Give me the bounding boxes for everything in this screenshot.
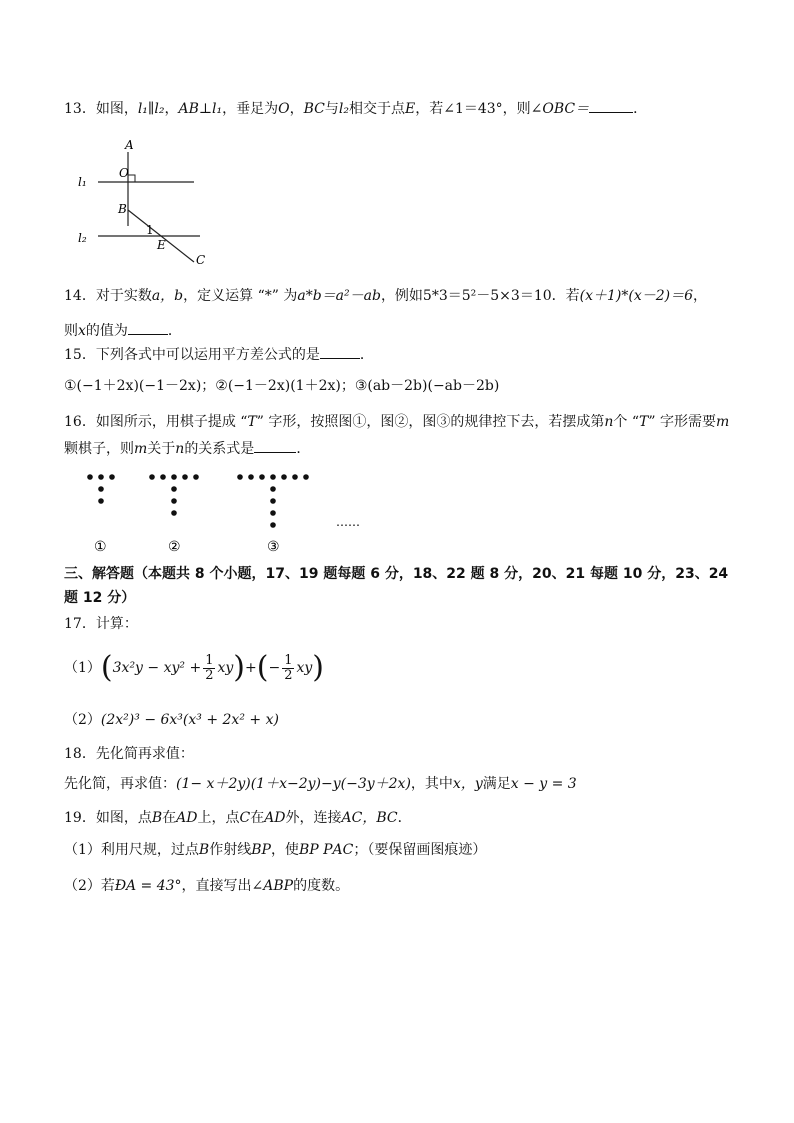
ellipsis: …… — [336, 515, 360, 529]
q17-part2: （2）(2x²)³ − 6x³(x³ + 2x² + x) — [64, 712, 279, 728]
q13-figure — [70, 138, 220, 268]
t-shape-2 — [149, 474, 199, 516]
fig-label-1: ① — [94, 539, 107, 555]
q15-options: ①(−1＋2x)(−1－2x)；②(−1－2x)(1＋2x)；③(ab－2b)(−ab－2b) — [64, 378, 500, 394]
q16-figure — [80, 470, 380, 558]
answer-blank — [128, 320, 168, 335]
label-angle-1: 1 — [146, 223, 154, 237]
section3-heading-line1: 三、解答题（本题共 8 个小题，17、19 题每题 6 分，18、22 题 8 分，20、21 每题 10 分，23、24 — [64, 566, 729, 582]
label-B: B — [118, 202, 127, 216]
label-E: E — [157, 238, 166, 252]
label-l2: l₂ — [78, 231, 87, 245]
q17-part1: （1）(3x²y − xy² + $\frac{1}{2}$ xy)+(− $\frac{1}{2}$ xy) — [64, 650, 325, 685]
label-A: A — [125, 138, 134, 152]
answer-blank — [320, 344, 360, 359]
t-shape-3 — [237, 474, 309, 528]
q18-line2: 先化简，再求值：(1− x＋2y)(1＋x−2y)−y(−3y＋2x)，其中x，y满足x − y = 3 — [64, 776, 577, 792]
right-angle-mark — [128, 175, 135, 182]
answer-blank — [589, 98, 633, 113]
label-l1: l₁ — [78, 175, 87, 189]
q16-line2: 颗棋子，则m关于n的关系式是 ． — [64, 438, 310, 459]
fig-label-2: ② — [168, 539, 181, 555]
q19-part1: （1）利用尺规，过点B作射线BP，使BP ΡAC；（要保留画图痕迹） — [64, 842, 487, 858]
answer-blank — [254, 438, 296, 453]
q14-line1: 14．对于实数a，b，定义运算 “*” 为a*b＝a²－ab，例如5*3＝5²－5×3＝10．若(x＋1)*(x－2)＝6， — [64, 288, 708, 304]
label-C: C — [196, 253, 206, 267]
q17-title: 17．计算： — [64, 616, 138, 632]
q14-line2: 则x的值为 ． — [64, 320, 182, 341]
q16-line1: 16．如图所示，用棋子提成 “T” 字形，按照图①，图②，图③的规律控下去，若摆成第n个 “T” 字形需要m — [64, 414, 730, 430]
t-shape-1 — [87, 474, 115, 504]
q18-title: 18．先化简再求值： — [64, 746, 194, 762]
q15-line1: 15．下列各式中可以运用平方差公式的是 ． — [64, 344, 374, 365]
q19-part2: （2）若ÐA = 43°，直接写出∠ABP的度数。 — [64, 878, 350, 894]
section3-heading-line2: 题 12 分） — [64, 590, 136, 606]
q13-text: 13．如图，l₁∥l₂，AB⊥l₁，垂足为O，BC与l₂相交于点E，若∠1＝43°，则∠OBC＝ ． — [64, 98, 647, 119]
fig-label-3: ③ — [267, 539, 280, 555]
label-O: O — [119, 166, 129, 180]
q19-line1: 19．如图，点B在AD上，点C在AD外，连接AC，BC． — [64, 810, 412, 826]
